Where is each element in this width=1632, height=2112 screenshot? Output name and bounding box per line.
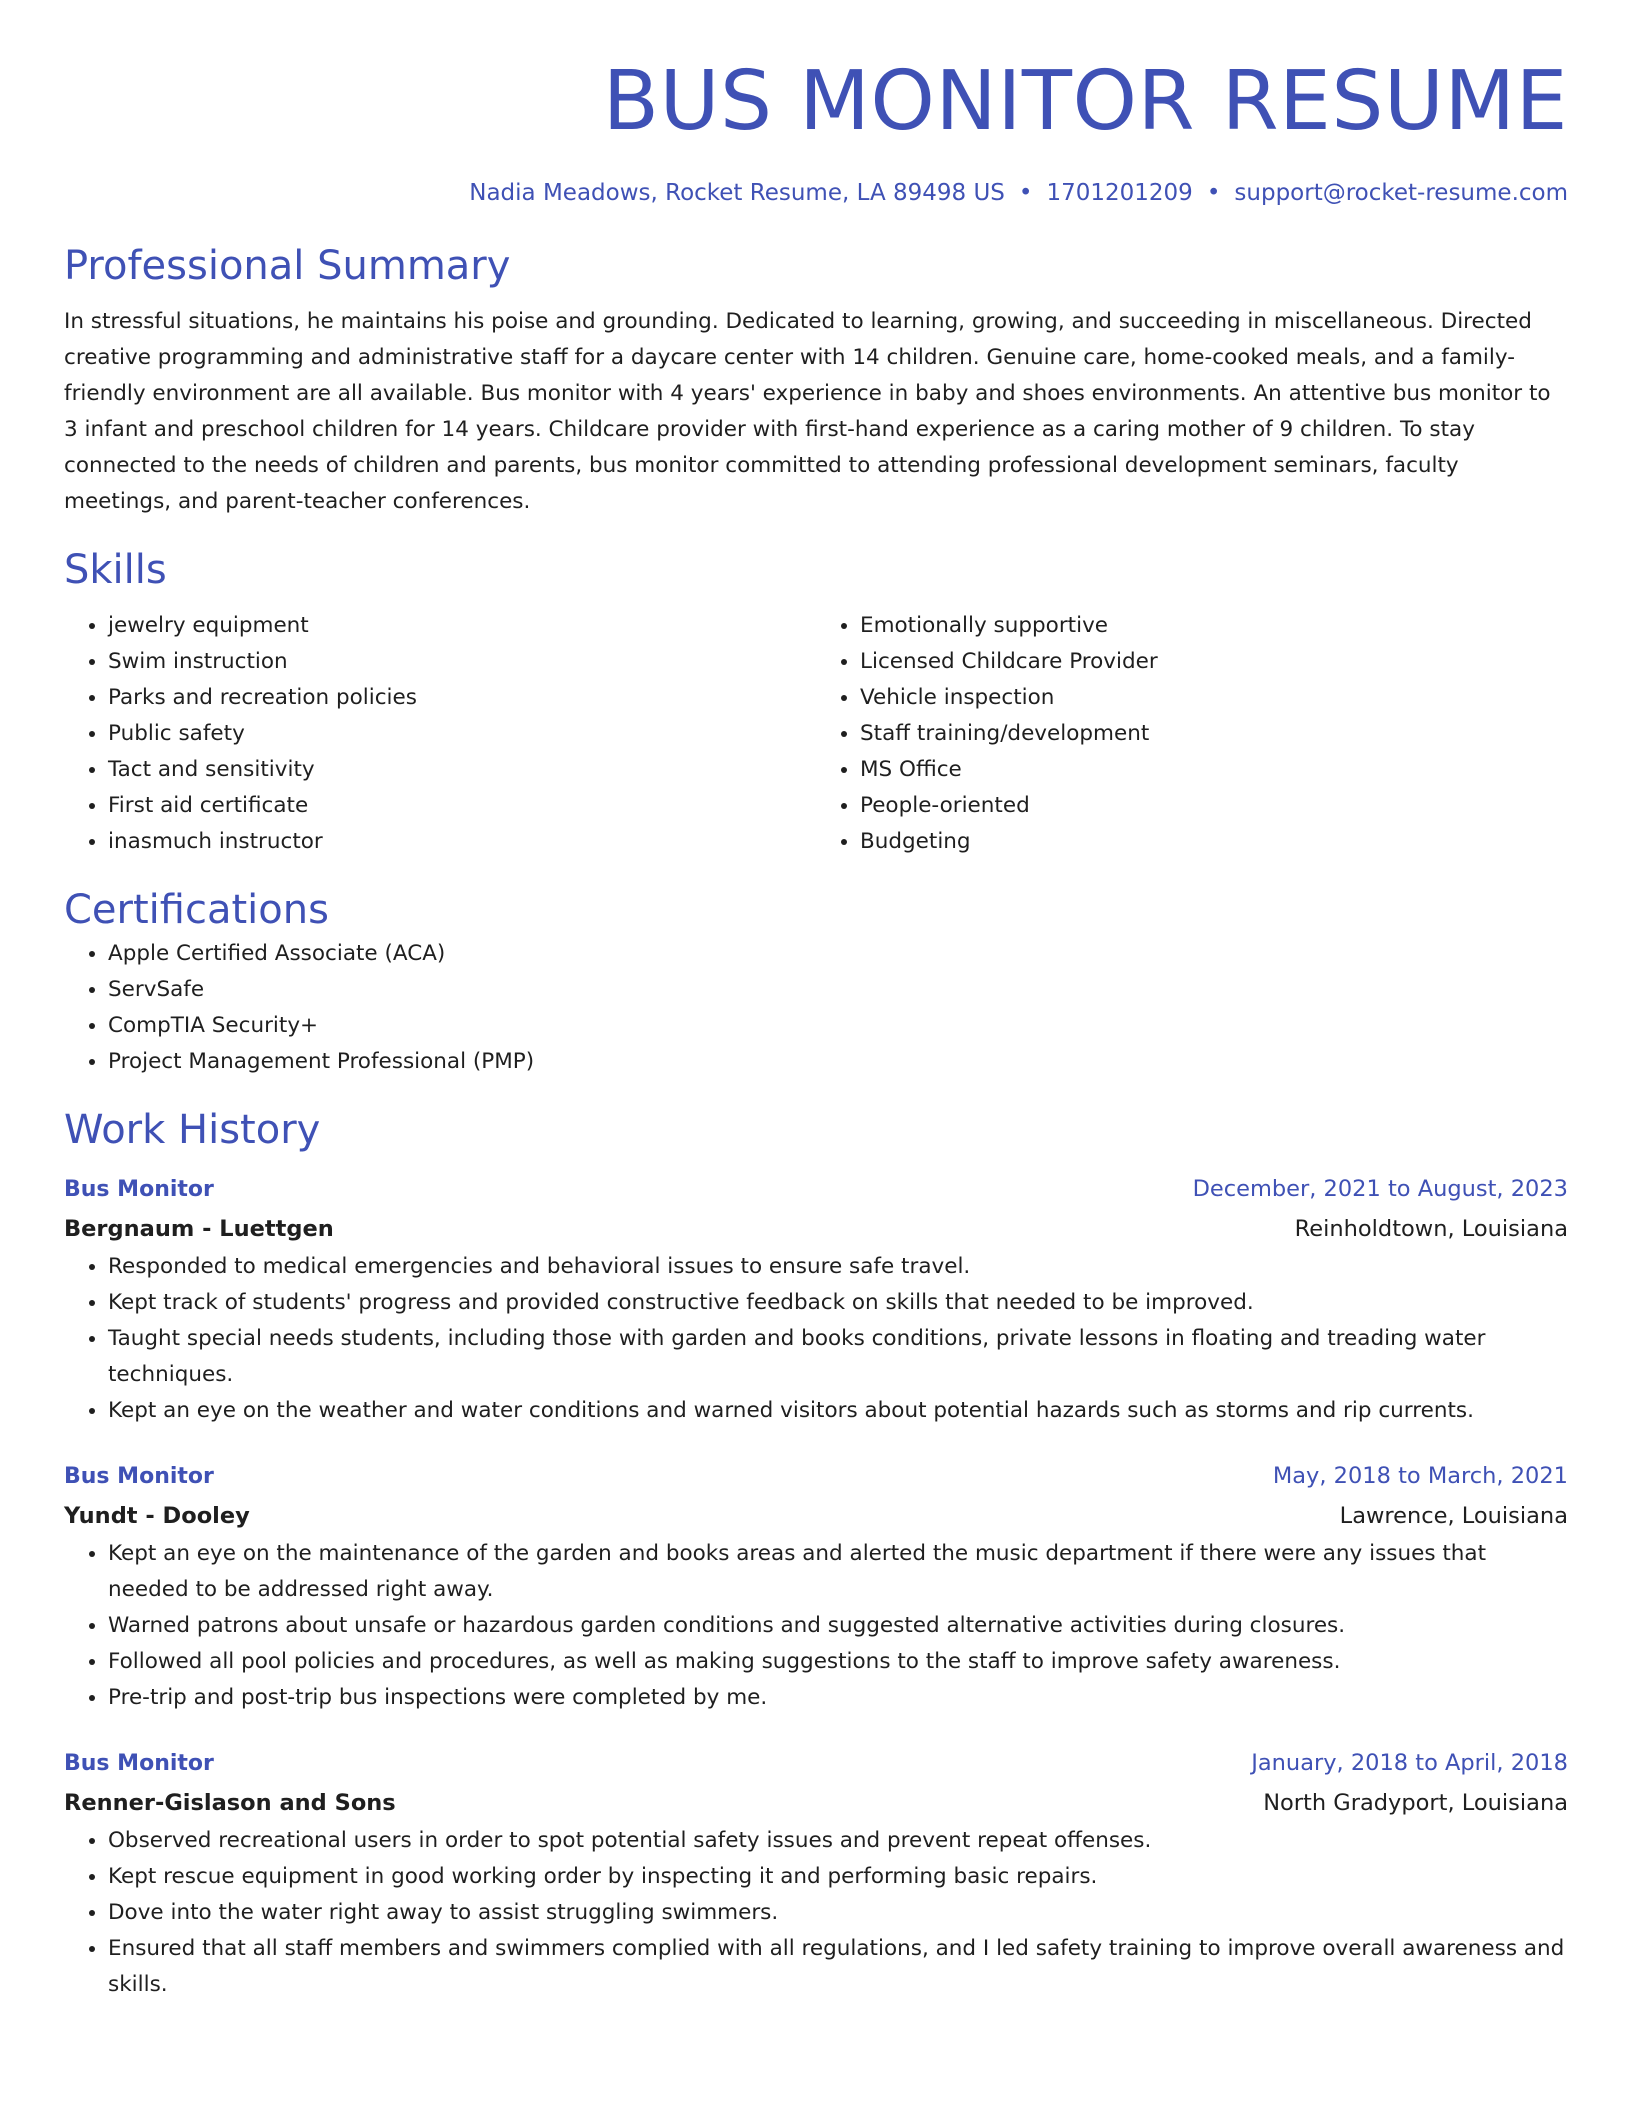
skill-item: • MS Office	[860, 752, 1568, 788]
certification-item: • CompTIA Security+	[108, 1008, 1568, 1044]
job-duties-list	[64, 1249, 1568, 1429]
job-duty: • Pre-trip and post-trip bus inspections were completed by me.	[108, 1680, 1568, 1716]
contact-separator: •	[1018, 180, 1033, 206]
skill-item: • Staff training/development	[860, 716, 1568, 752]
skills-columns	[64, 608, 1568, 860]
summary-text: In stressful situations, he maintains his poise and grounding. Dedicated to learning, growing, and succeeding in miscellaneous. Directed creative programming and administrative staff for a daycare center with 14 children. Genuine care, home-cooked meals, and a family-friendly environment are all available. Bus monitor with 4 years' experience in baby and shoes environments. An attentive bus monitor to 3 infant and preschool children for 14 years. Childcare provider with first-hand experience as a caring mother of 9 children. To stay connected to the needs of children and parents, bus monitor committed to attending professional development seminars, faculty meetings, and parent-teacher conferences.	[64, 309, 1551, 514]
job-location: North Gradyport, Louisiana	[1263, 1790, 1568, 1816]
job-location: Lawrence, Louisiana	[1339, 1503, 1568, 1529]
skill-item: • Public safety	[108, 716, 816, 752]
work-history-heading: Work History	[64, 1107, 321, 1153]
certification-item: • Project Management Professional (PMP)	[108, 1044, 1568, 1080]
job-duties-list	[64, 1823, 1568, 2003]
job-title: Bus Monitor	[64, 1751, 214, 1776]
certifications-list	[64, 936, 1568, 1080]
skill-item: • Vehicle inspection	[860, 680, 1568, 716]
job-company: Yundt - Dooley	[64, 1503, 250, 1529]
job-company: Bergnaum - Luettgen	[64, 1216, 334, 1242]
skill-item: • Budgeting	[860, 824, 1568, 860]
job-dates: January, 2018 to April, 2018	[1251, 1750, 1568, 1776]
job-duty: • Kept rescue equipment in good working order by inspecting it and performing basic repairs.	[108, 1859, 1568, 1895]
skill-item: • Emotionally supportive	[860, 608, 1568, 644]
contact-address: Nadia Meadows, Rocket Resume, LA 89498 US	[469, 180, 1005, 206]
skills-list-right	[816, 608, 1568, 860]
job-duty: • Kept track of students' progress and provided constructive feedback on skills that needed to be improved.	[108, 1285, 1568, 1321]
skills-heading: Skills	[64, 547, 167, 593]
skill-item: • Parks and recreation policies	[108, 680, 816, 716]
summary-heading: Professional Summary	[64, 243, 511, 289]
summary-section	[64, 240, 1568, 520]
contact-email: support@rocket-resume.com	[1234, 180, 1568, 206]
job-duty: • Warned patrons about unsafe or hazardous garden conditions and suggested alternative activities during closures.	[108, 1608, 1568, 1644]
job-dates: May, 2018 to March, 2021	[1272, 1463, 1568, 1489]
job-duty: • Responded to medical emergencies and behavioral issues to ensure safe travel.	[108, 1249, 1568, 1285]
job-duty: • Dove into the water right away to assist struggling swimmers.	[108, 1895, 1568, 1931]
job-company-row	[64, 1209, 1568, 1249]
job-duty: • Ensured that all staff members and swimmers complied with all regulations, and I led safety training to improve overall awareness and skills.	[108, 1931, 1568, 2003]
certifications-section	[64, 884, 1568, 1080]
skills-column-right	[816, 608, 1568, 860]
resume-title: BUS MONITOR RESUME	[602, 54, 1568, 149]
certification-item: • ServSafe	[108, 972, 1568, 1008]
job-location: Reinholdtown, Louisiana	[1294, 1216, 1568, 1242]
certification-item: • Apple Certified Associate (ACA)	[108, 936, 1568, 972]
skill-item: • First aid certificate	[108, 788, 816, 824]
job-title: Bus Monitor	[64, 1177, 214, 1202]
certifications-heading: Certifications	[64, 887, 329, 933]
job-title-row	[64, 1457, 1568, 1496]
job-duty: • Kept an eye on the maintenance of the garden and books areas and alerted the music department if there were any issues that needed to be addressed right away.	[108, 1536, 1568, 1608]
contact-separator: •	[1206, 180, 1221, 206]
skill-item: • Tact and sensitivity	[108, 752, 816, 788]
work-history-section	[64, 1104, 1568, 2003]
job-title-row	[64, 1170, 1568, 1209]
job-title: Bus Monitor	[64, 1464, 214, 1489]
skill-item: • People-oriented	[860, 788, 1568, 824]
skill-item: • Licensed Childcare Provider	[860, 644, 1568, 680]
job-title-row	[64, 1744, 1568, 1783]
skills-column-left	[64, 608, 816, 860]
job-entry	[64, 1744, 1568, 2003]
job-duty: • Followed all pool policies and procedures, as well as making suggestions to the staff to improve safety awareness.	[108, 1644, 1568, 1680]
job-company-row	[64, 1496, 1568, 1536]
skill-item: • Swim instruction	[108, 644, 816, 680]
job-duty: • Kept an eye on the weather and water conditions and warned visitors about potential hazards such as storms and rip currents.	[108, 1393, 1568, 1429]
job-dates: December, 2021 to August, 2023	[1192, 1176, 1568, 1202]
skills-section	[64, 544, 1568, 860]
job-entry	[64, 1170, 1568, 1429]
job-entry	[64, 1457, 1568, 1716]
skill-item: • jewelry equipment	[108, 608, 816, 644]
job-duties-list	[64, 1536, 1568, 1716]
skill-item: • inasmuch instructor	[108, 824, 816, 860]
job-duty: • Observed recreational users in order to spot potential safety issues and prevent repeat offenses.	[108, 1823, 1568, 1859]
job-company: Renner-Gislason and Sons	[64, 1790, 396, 1816]
skills-list-left	[64, 608, 816, 860]
job-duty: • Taught special needs students, including those with garden and books conditions, private lessons in floating and treading water techniques.	[108, 1321, 1568, 1393]
job-company-row	[64, 1783, 1568, 1823]
contact-line	[64, 178, 1568, 208]
contact-phone: 1701201209	[1046, 180, 1193, 206]
